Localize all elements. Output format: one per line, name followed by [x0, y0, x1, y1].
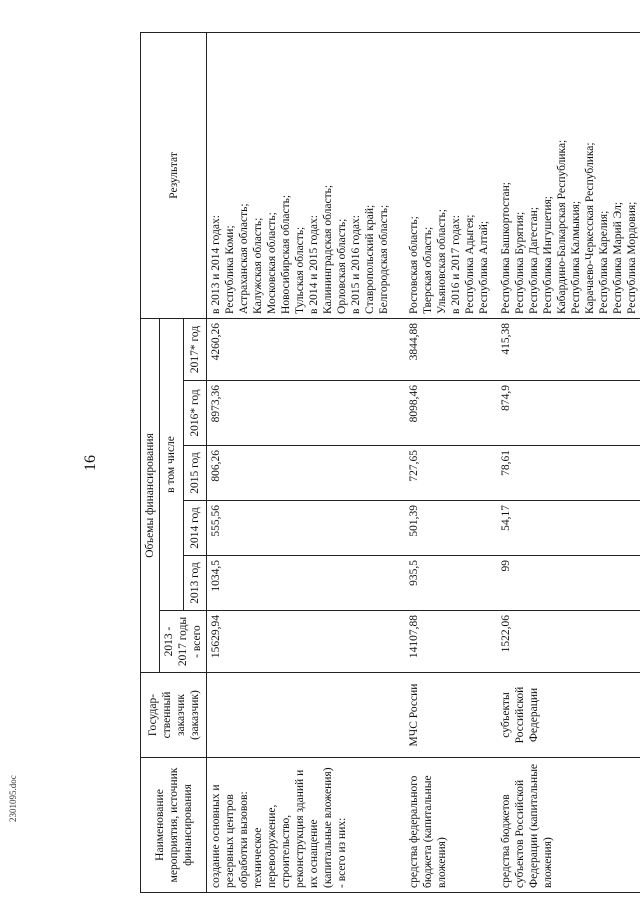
- row-2014: 555,56: [207, 501, 405, 556]
- header-year-2017: 2017* год: [183, 318, 207, 380]
- funding-table: [140, 32, 640, 893]
- row-result: [405, 32, 497, 318]
- row-name: создание основных и резервных центров обработки вызовов: техническое перевооружение, строительство, реконструкция зданий и их оснащение (капитальные вложения) - всего из них:: [207, 758, 405, 893]
- row-result: [497, 32, 640, 318]
- result-line: Калининградская область;: [322, 184, 335, 314]
- row-total: 15629,94: [207, 611, 405, 673]
- row-2017: 3844,88: [405, 318, 497, 380]
- result-line: Ульяновская область;: [435, 209, 448, 314]
- result-line: Белгородская область;: [378, 204, 391, 314]
- result-line: Калужская область;: [252, 217, 265, 314]
- result-line: Новосибирская область;: [280, 194, 293, 314]
- result-line: в 2013 и 2014 годах:: [210, 215, 223, 314]
- result-line: Орловская область;: [336, 218, 349, 314]
- row-total: 1522,06: [497, 611, 640, 673]
- row-2017: 4260,26: [207, 318, 405, 380]
- result-line: Тульская область;: [294, 226, 307, 314]
- result-line: Ставропольский край;: [364, 204, 377, 314]
- result-line: Республика Калмыкия;: [569, 200, 582, 314]
- result-line: в 2014 и 2015 годах:: [308, 215, 321, 314]
- row-customer: [207, 673, 405, 758]
- result-line: Астраханская область;: [238, 203, 251, 314]
- header-year-2014: 2014 год: [183, 501, 207, 556]
- row-2015: 806,26: [207, 446, 405, 501]
- header-customer: Государ-ственный заказчик (заказчик): [141, 673, 207, 758]
- result-line: Тверская область;: [421, 226, 434, 314]
- document-footer-filename: 2301095.doc: [8, 775, 18, 822]
- row-2013: 1034,5: [207, 556, 405, 611]
- result-line: Республика Карелия;: [597, 210, 610, 314]
- row-customer: субъекты Российской Федерации: [497, 673, 640, 758]
- result-line: Республика Мордовия;: [625, 201, 638, 314]
- rotated-sheet: [48, 33, 636, 893]
- row-2015: 78,61: [497, 446, 640, 501]
- row-2017: 415,38: [497, 318, 640, 380]
- table-row: [405, 32, 497, 892]
- row-2014: 501,39: [405, 501, 497, 556]
- row-2014: 54,17: [497, 501, 640, 556]
- result-line: Республика Коми;: [224, 225, 237, 314]
- header-result: Результат: [141, 32, 207, 318]
- row-name: средства бюджетов субъектов Российской Федерации (капитальные вложения): [497, 758, 640, 893]
- result-line: Республика Марий Эл;: [611, 201, 624, 314]
- header-including: в том числе: [160, 318, 184, 610]
- header-year-2013: 2013 год: [183, 556, 207, 611]
- result-line: в 2016 и 2017 годах:: [449, 215, 462, 314]
- table-row: [497, 32, 640, 892]
- row-2015: 727,65: [405, 446, 497, 501]
- result-line: Карачаево-Черкесская Республика;: [583, 142, 596, 314]
- result-line: Ростовская область;: [407, 216, 420, 314]
- table-row: [207, 32, 405, 892]
- row-customer: МЧС России: [405, 673, 497, 758]
- result-line: Республика Башкортостан;: [499, 182, 512, 314]
- result-line: Республика Бурятия;: [513, 211, 526, 314]
- header-total: 2013 - 2017 годы - всего: [160, 611, 207, 673]
- result-line: Республика Адыгея;: [463, 214, 476, 314]
- result-line: Республика Дагестан;: [527, 206, 540, 314]
- row-2016: 8098,46: [405, 381, 497, 446]
- result-line: в 2015 и 2016 годах:: [350, 215, 363, 314]
- page-number: 16: [82, 455, 99, 471]
- result-line: Республика Ингушетия;: [541, 196, 554, 314]
- row-result: [207, 32, 405, 318]
- result-line: Республика Алтай;: [477, 220, 490, 314]
- row-2016: 874,9: [497, 381, 640, 446]
- row-total: 14107,88: [405, 611, 497, 673]
- header-name: Наименование мероприятия, источник финансирования: [141, 758, 207, 893]
- row-2016: 8973,36: [207, 381, 405, 446]
- row-2013: 99: [497, 556, 640, 611]
- result-line: Кабардино-Балкарская Республика;: [555, 139, 568, 314]
- row-2013: 935,5: [405, 556, 497, 611]
- header-funding-volume: Объемы финансирования: [141, 318, 160, 672]
- result-line: Московская область;: [266, 212, 279, 314]
- header-year-2016: 2016* год: [183, 381, 207, 446]
- header-year-2015: 2015 год: [183, 446, 207, 501]
- row-name: средства федерального бюджета (капитальные вложения): [405, 758, 497, 893]
